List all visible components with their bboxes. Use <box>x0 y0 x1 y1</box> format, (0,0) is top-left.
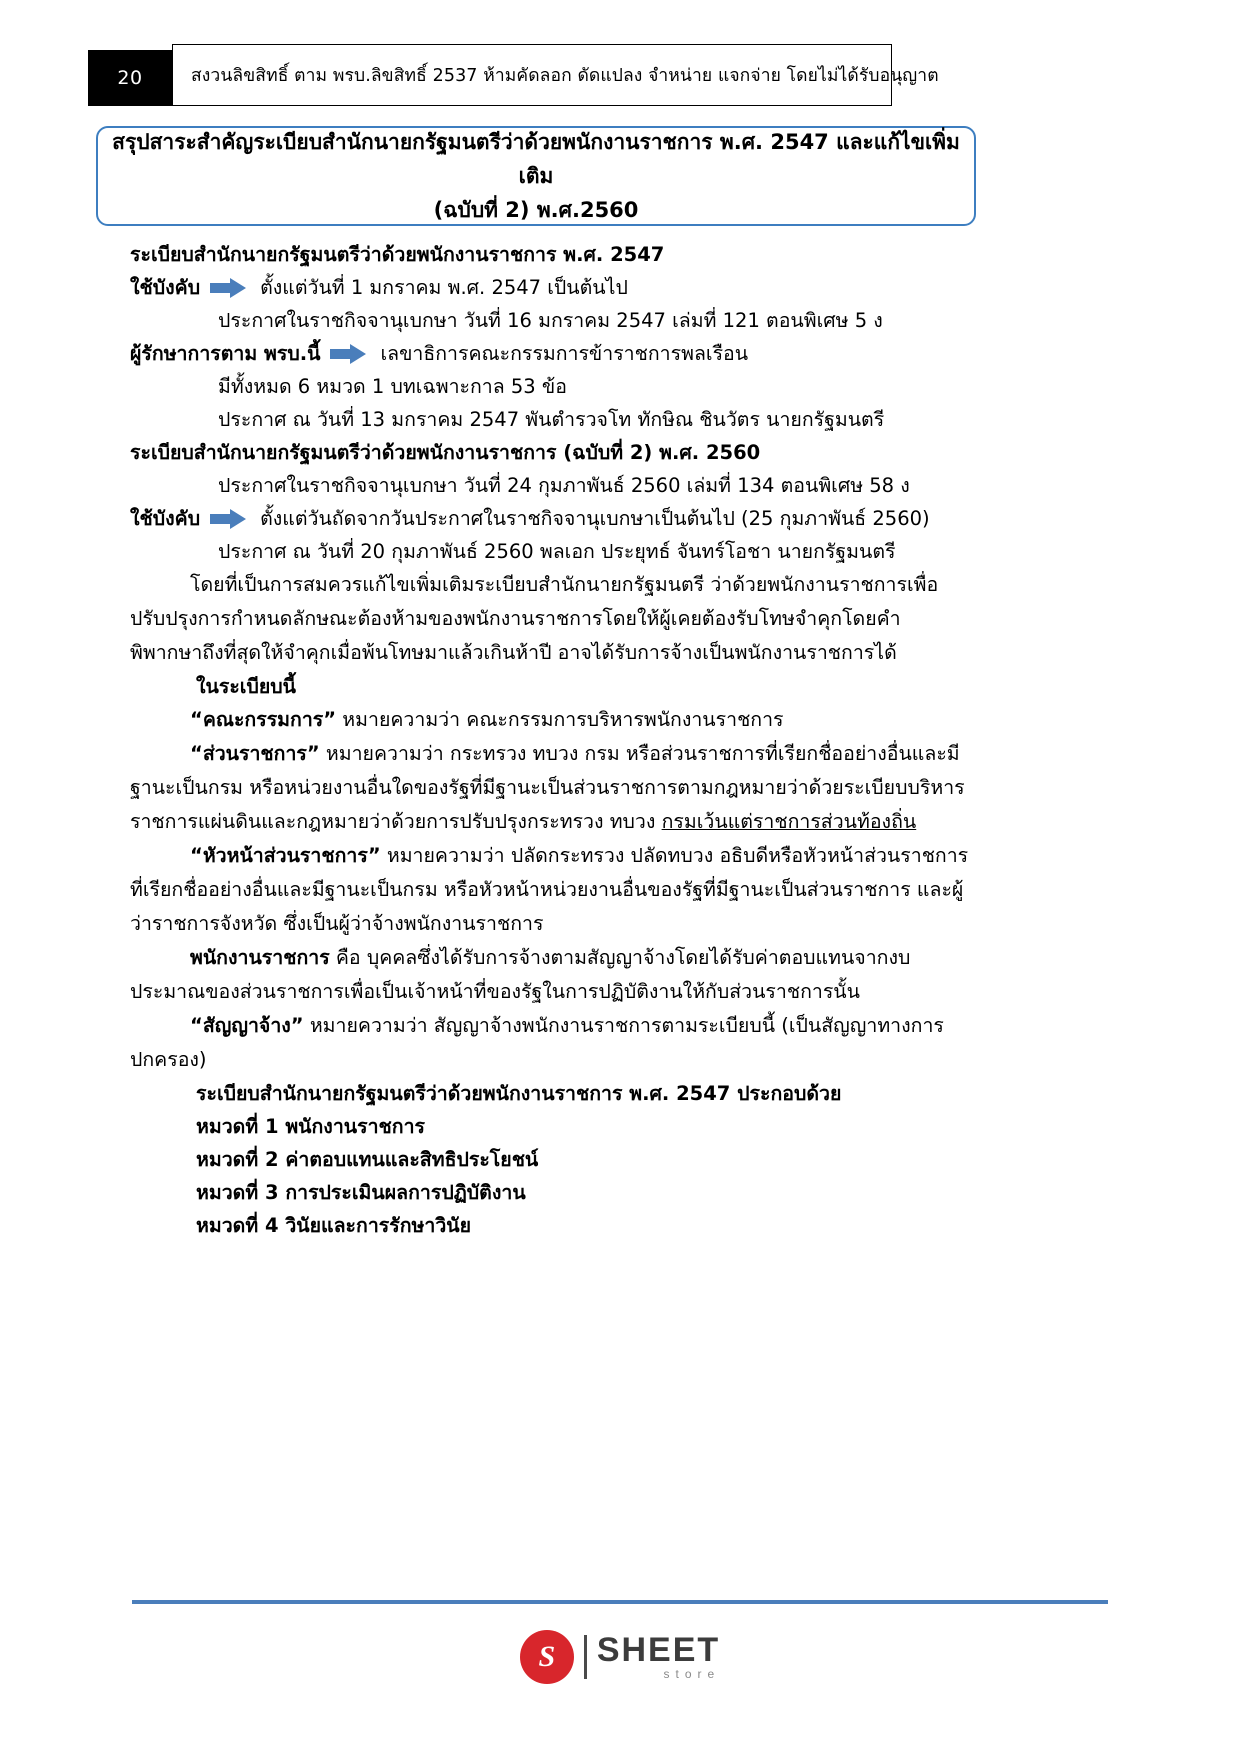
enforcement-label-2560: ใช้บังคับ <box>130 507 201 530</box>
definition-contract <box>130 1009 970 1077</box>
structure-text: มีทั้งหมด 6 หมวด 1 บทเฉพาะกาล 53 ข้อ <box>218 375 567 398</box>
logo-mark-icon: S <box>520 1630 574 1684</box>
announced-date-2547: ประกาศ ณ วันที่ 13 มกราคม 2547 พันตำรวจโท ทักษิณ ชินวัตร นายกรัฐมนตรี <box>218 408 885 431</box>
definition-employee-body: คือ บุคคลซึ่งได้รับการจ้างตามสัญญาจ้างโดยได้รับค่าตอบแทนจากงบประมาณของส่วนราชการเพื่อเป็นเจ้าหน้าที่ของรัฐในการปฏิบัติงานให้กับส่วนราชการนั้น <box>130 946 911 1003</box>
arrow-right-icon <box>330 344 370 364</box>
section-heading-2560: ระเบียบสำนักนายกรัฐมนตรีว่าด้วยพนักงานราชการ (ฉบับที่ 2) พ.ศ. 2560 <box>130 441 761 464</box>
definition-government-employee <box>130 941 970 1009</box>
arrow-right-icon <box>210 509 250 529</box>
enforcement-text-2560: ตั้งแต่วันถัดจากวันประกาศในราชกิจจานุเบกษาเป็นต้นไป (25 กุมภาพันธ์ 2560) <box>260 507 930 530</box>
chapter-item: หมวดที่ 3 การประเมินผลการปฏิบัติงาน <box>196 1181 526 1204</box>
definition-committee <box>130 703 970 737</box>
section-heading-2547: ระเบียบสำนักนายกรัฐมนตรีว่าด้วยพนักงานราชการ พ.ศ. 2547 <box>130 243 665 266</box>
logo-name: SHEET <box>596 1631 721 1669</box>
arrow-right-icon <box>210 278 250 298</box>
document-body <box>0 238 1240 1242</box>
chapters-intro: ระเบียบสำนักนายกรัฐมนตรีว่าด้วยพนักงานราชการ พ.ศ. 2547 ประกอบด้วย <box>196 1082 842 1105</box>
gazette-text-2560: ประกาศในราชกิจจานุเบกษา วันที่ 24 กุมภาพันธ์ 2560 เล่มที่ 134 ตอนพิเศษ 58 ง <box>218 474 910 497</box>
definition-committee-term: “คณะกรรมการ” <box>190 708 337 731</box>
definition-agency-underlined: กรมเว้นแต่ราชการส่วนท้องถิ่น <box>661 810 917 833</box>
keeper-label: ผู้รักษาการตาม พรบ.นี้ <box>130 342 321 365</box>
definition-agency <box>130 737 970 839</box>
keeper-text: เลขาธิการคณะกรรมการข้าราชการพลเรือน <box>380 342 749 365</box>
definition-head-term: “หัวหน้าส่วนราชการ” <box>190 844 381 867</box>
page-number: 20 <box>117 67 143 89</box>
logo-wordmark <box>597 1633 720 1681</box>
copyright-notice: สงวนลิขสิทธิ์ ตาม พรบ.ลิขสิทธิ์ 2537 ห้ามคัดลอก ดัดแปลง จำหน่าย แจกจ่าย โดยไม่ได้รับอนุญาต <box>191 66 939 86</box>
enforcement-text-2547: ตั้งแต่วันที่ 1 มกราคม พ.ศ. 2547 เป็นต้นไป <box>260 276 628 299</box>
definition-agency-term: “ส่วนราชการ” <box>190 742 320 765</box>
enforcement-row-2547 <box>130 271 1240 304</box>
logo-subtitle: store <box>663 1667 721 1681</box>
page-title-line-1: สรุปสาระสำคัญระเบียบสำนักนายกรัฐมนตรีว่าด้วยพนักงานราชการ พ.ศ. 2547 และแก้ไขเพิ่มเติม <box>112 130 960 188</box>
definition-contract-term: “สัญญาจ้าง” <box>190 1014 304 1037</box>
gazette-text-2547: ประกาศในราชกิจจานุเบกษา วันที่ 16 มกราคม 2547 เล่มที่ 121 ตอนพิเศษ 5 ง <box>218 309 883 332</box>
in-this-regulation-heading: ในระเบียบนี้ <box>196 675 296 698</box>
announced-date-2560: ประกาศ ณ วันที่ 20 กุมภาพันธ์ 2560 พลเอก ประยุทธ์ จันทร์โอชา นายกรัฐมนตรี <box>218 540 896 563</box>
document-title-box <box>96 126 976 226</box>
definition-employee-term: พนักงานราชการ <box>190 946 330 969</box>
keeper-row <box>130 337 1240 370</box>
definition-contract-body: หมายความว่า สัญญาจ้างพนักงานราชการตามระเบียบนี้ (เป็นสัญญาทางการปกครอง) <box>130 1014 944 1071</box>
definition-committee-body: หมายความว่า คณะกรรมการบริหารพนักงานราชการ <box>336 708 784 731</box>
chapter-item: หมวดที่ 2 ค่าตอบแทนและสิทธิประโยชน์ <box>196 1148 539 1171</box>
definition-head-of-agency <box>130 839 970 941</box>
logo-divider <box>584 1635 587 1679</box>
page-header <box>0 22 1240 89</box>
chapter-item: หมวดที่ 4 วินัยและการรักษาวินัย <box>196 1214 472 1237</box>
enforcement-label-2547: ใช้บังคับ <box>130 276 201 299</box>
page-title-line-2: (ฉบับที่ 2) พ.ศ.2560 <box>433 198 639 222</box>
definition-agency-body: หมายความว่า กระทรวง ทบวง กรม หรือส่วนราชการที่เรียกชื่ออย่างอื่นและมีฐานะเป็นกรม หรือหน่วยงานอื่นใดของรัฐที่มีฐานะเป็นส่วนราชการตามกฎหมายว่าด้วยระเบียบบริหารราชการแผ่นดินและกฎหมายว่าด้วยการปรับปรุงกระทรวง ทบวง <box>130 742 965 833</box>
footer-divider <box>132 1600 1108 1604</box>
preamble-paragraph: โดยที่เป็นการสมควรแก้ไขเพิ่มเติมระเบียบสำนักนายกรัฐมนตรี ว่าด้วยพนักงานราชการเพื่อปรับปรุงการกำหนดลักษณะต้องห้ามของพนักงานราชการโดยให้ผู้เคยต้องรับโทษจำคุกโดยคำพิพากษาถึงที่สุดให้จำคุกเมื่อพ้นโทษมาแล้วเกินห้าปี อาจได้รับการจ้างเป็นพนักงานราชการได้ <box>130 573 939 664</box>
definition-head-body: หมายความว่า ปลัดกระทรวง ปลัดทบวง อธิบดีหรือหัวหน้าส่วนราชการที่เรียกชื่ออย่างอื่นและมีฐานะเป็นกรม หรือหัวหน้าหน่วยงานอื่นของรัฐที่มีฐานะเป็นส่วนราชการ และผู้ว่าราชการจังหวัด ซึ่งเป็นผู้ว่าจ้างพนักงานราชการ <box>130 844 969 935</box>
copyright-notice-box <box>172 44 939 106</box>
chapter-item: หมวดที่ 1 พนักงานราชการ <box>196 1115 426 1138</box>
enforcement-row-2560 <box>130 502 1240 535</box>
footer-logo <box>0 1630 1240 1684</box>
